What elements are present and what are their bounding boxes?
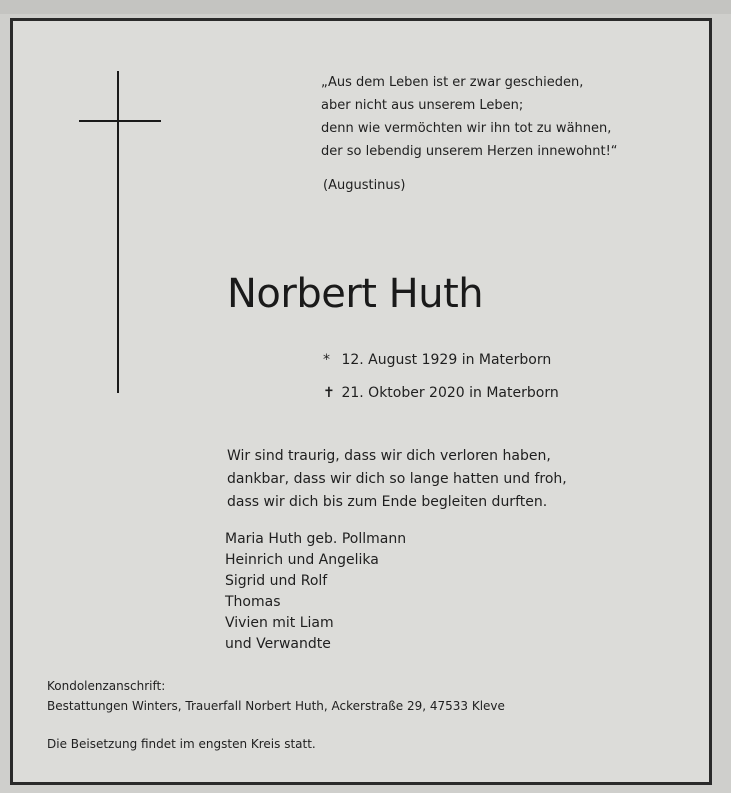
family-member: Vivien mit Liam (225, 615, 334, 631)
family-list (225, 529, 406, 655)
family-member: und Verwandte (225, 636, 331, 652)
quote-line: denn wie vermöchten wir ihn tot zu wähnen, (321, 121, 612, 136)
message-line: Wir sind traurig, dass wir dich verloren haben, (227, 448, 551, 464)
cross-icon-horizontal (79, 120, 161, 122)
quote-author: (Augustinus) (323, 178, 406, 193)
family-member: Sigrid und Rolf (225, 573, 328, 589)
quote-block (321, 71, 618, 163)
death-line (323, 385, 559, 401)
family-member: Heinrich und Angelika (225, 552, 379, 568)
death-cross-icon: ✝ (323, 385, 335, 401)
family-member: Maria Huth geb. Pollmann (225, 531, 407, 547)
birth-star-icon: * (323, 352, 330, 368)
family-member: Thomas (225, 594, 281, 610)
deceased-name: Norbert Huth (227, 271, 484, 317)
quote-line: aber nicht aus unserem Leben; (321, 98, 524, 113)
birth-line (323, 352, 551, 368)
quote-line: „Aus dem Leben ist er zwar geschieden, (321, 75, 584, 90)
birth-date: 12. August 1929 in Materborn (341, 352, 552, 368)
obituary-frame (10, 18, 712, 785)
message-line: dass wir dich bis zum Ende begleiten durften. (227, 494, 548, 510)
condolence-address: Bestattungen Winters, Trauerfall Norbert Huth, Ackerstraße 29, 47533 Kleve (47, 699, 505, 713)
page-top-strip (0, 0, 731, 14)
message-line: dankbar, dass wir dich so lange hatten und froh, (227, 471, 567, 487)
death-date: 21. Oktober 2020 in Materborn (341, 385, 559, 401)
message-block (227, 445, 567, 514)
condolence-label: Kondolenzanschrift: (47, 679, 166, 693)
quote-line: der so lebendig unserem Herzen innewohnt!“ (321, 144, 618, 159)
burial-note: Die Beisetzung findet im engsten Kreis statt. (47, 737, 316, 751)
